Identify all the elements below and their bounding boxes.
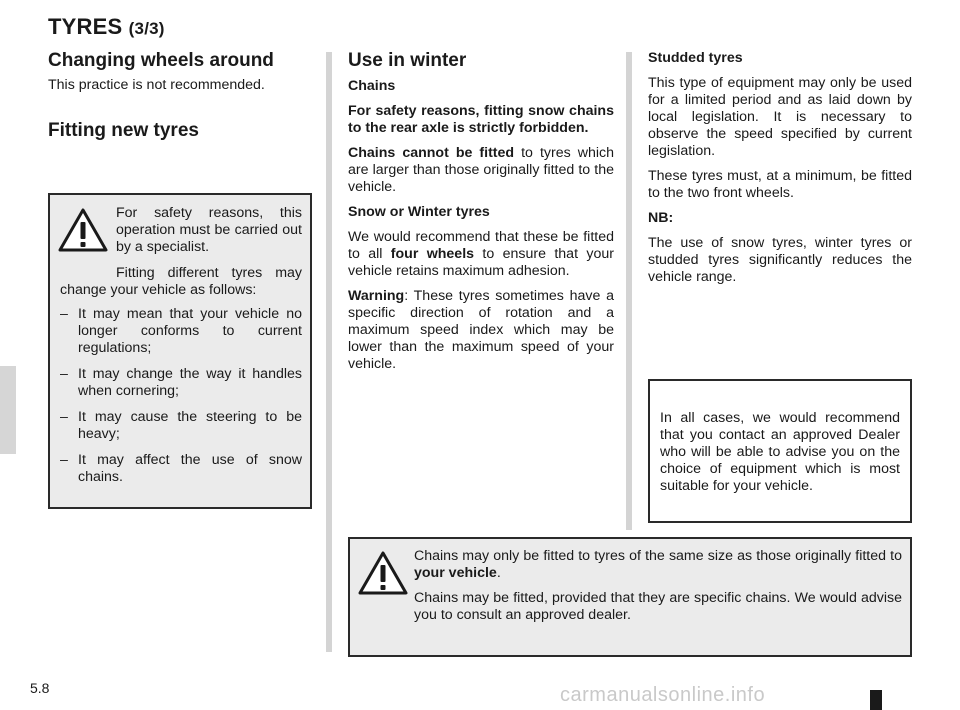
page-number: 5.8: [30, 680, 50, 696]
winter-heading: Use in winter: [348, 50, 467, 71]
chains-warning-box: [348, 537, 912, 657]
warning-intro: For safety reasons, this operation must be carried out by a specialist.: [116, 205, 302, 255]
dealer-advice-text: In all cases, we would recommend that you contact an approved Dealer who will be able to advise you on the choice of equipment which is most suitable for your vehicle.: [660, 410, 900, 494]
title-text: TYRES: [48, 14, 123, 39]
chains-label: Chains: [348, 78, 396, 94]
column-rule-left: [326, 52, 332, 652]
chains-warning: For safety reasons, fitting snow chains to the rear axle is strictly forbidden.: [348, 103, 614, 136]
warning-triangle-icon: [358, 550, 408, 596]
changing-text: This practice is not recommended.: [48, 77, 265, 93]
chains-warning-text: [414, 548, 902, 624]
new-tyres-warning-box: [48, 193, 312, 509]
warning-list: [60, 306, 302, 495]
chains-cannot-fit: Chains cannot be fitted to tyres which are larger than those originally fitted to the vehicle.: [348, 145, 614, 195]
warning-triangle-icon: [58, 207, 108, 253]
list-item: – It may change the way it handles when cornering;: [60, 366, 302, 399]
watermark: carmanualsonline.info: [560, 684, 766, 706]
section-tab: [0, 366, 16, 454]
page-corner-mark: [870, 690, 882, 710]
nb-text: The use of snow tyres, winter tyres or studded tyres significantly reduces the vehicle range.: [648, 235, 912, 285]
snow-text: We would recommend that these be fitted to all four wheels to ensure that your vehicle retains maximum adhesion.: [348, 229, 614, 279]
studded-text: This type of equipment may only be used for a limited period and as laid down by local legislation. It is necessary to observe the speed specified by current legislation.: [648, 75, 912, 159]
dealer-advice-box: [648, 379, 912, 523]
column-rule-right: [626, 52, 632, 530]
fitting-heading: Fitting new tyres: [48, 120, 199, 141]
warning-text: Warning: These tyres sometimes have a specific direction of rotation and a maximum speed index which may be lower than the maximum speed of your vehicle.: [348, 288, 614, 372]
list-item: – It may affect the use of snow chains.: [60, 452, 302, 485]
winter-body: [348, 78, 614, 373]
snow-label: Snow or Winter tyres: [348, 204, 490, 220]
nb-label: NB:: [648, 210, 674, 226]
warning-lead: Fitting different tyres may change your vehicle as follows:: [60, 265, 302, 298]
list-item: – It may cause the steering to be heavy;: [60, 409, 302, 442]
chains-size-text: Chains may only be fitted to tyres of the same size as those originally fitted to your vehicle.: [414, 548, 902, 581]
changing-heading: Changing wheels around: [48, 50, 274, 71]
studded-body: [648, 50, 912, 286]
list-item: – It may mean that your vehicle no longer conforms to current regulations;: [60, 306, 302, 356]
front-wheels-text: These tyres must, at a minimum, be fitted to the two front wheels.: [648, 168, 912, 201]
studded-label: Studded tyres: [648, 50, 743, 66]
page-title: [48, 14, 165, 40]
title-part: (3/3): [128, 19, 165, 38]
chains-specific-text: Chains may be fitted, provided that they are specific chains. We would advise you to consult an approved dealer.: [414, 590, 902, 623]
